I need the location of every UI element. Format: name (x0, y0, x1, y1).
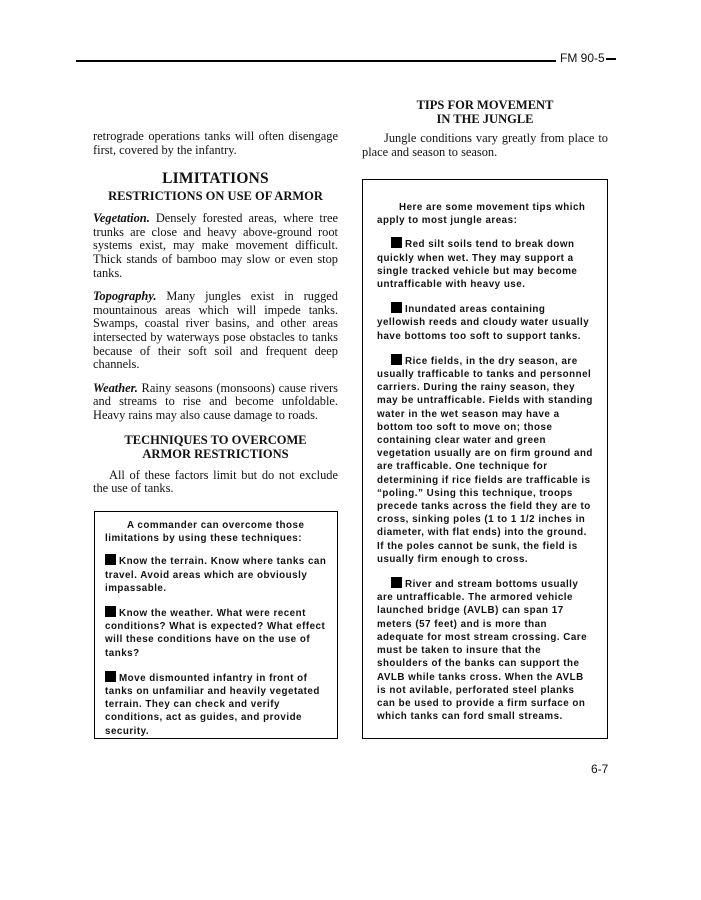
page-number: 6-7 (591, 762, 609, 776)
running-header (560, 51, 616, 65)
bullet-square-icon (391, 577, 402, 588)
bullet-square-icon (391, 237, 402, 248)
technique-item: Know the terrain. Know where tanks can travel. Avoid areas which are obviously impassable. (105, 556, 327, 594)
bullet-square-icon (391, 354, 402, 365)
doc-id: FM 90-5 (560, 51, 605, 65)
tips-heading-line-1: TIPS FOR MOVEMENT (416, 98, 554, 112)
technique-item: Move dismounted infantry in front of tanks on unfamiliar and heavily vegetated terrain. They can check and verify conditions, act as guides, and provide security. (105, 672, 320, 737)
movement-tips-box (362, 179, 608, 739)
techniques-heading (93, 433, 338, 461)
vegetation-lead: Vegetation. (93, 211, 150, 226)
movement-tips-intro: Here are some movement tips which apply to most jungle areas: (377, 202, 586, 227)
techniques-box (94, 511, 338, 739)
movement-tip-item: Rice fields, in the dry season, are usually trafficable to tanks and personnel carriers. During the rainy season, they may be untrafficable. Fields with standing water in the wet season may have a bottom too soft to move on; those containing clear water and green vegetation usually are on firm ground and are trafficable. One technique for determining if rice fields are trafficable is “poling.” Using this technique, troops precede tanks across the field they are to cross, sinking poles (1 to 1 1/2 inches in diameter, with flat ends) into the ground. If the poles cannot be sunk, the field is usually firm enough to cross. (377, 355, 593, 565)
right-column (362, 98, 608, 159)
movement-tip-item: River and stream bottoms usually are untrafficable. The armored vehicle launched bridge (AVLB) can span 17 meters (57 feet) and is more than adequate for most stream crossing. Care must be taken to insure that the shoulders of the banks can support the AVLB while tanks cross. When the AVLB is not avilable, perforated steel planks can be used to provide a firm surface on which tanks can ford small streams. (377, 579, 588, 723)
vegetation-text: Densely forested areas, where tree trunks are close and heavy above-ground root systems exist, may make movement difficult. Thick stands of bamboo may slow or even stop tanks. (93, 211, 338, 280)
header-dash (606, 58, 616, 60)
techniques-paragraph: All of these factors limit but do not exclude the use of tanks. (93, 467, 338, 496)
weather-lead: Weather. (93, 380, 138, 395)
vegetation-paragraph (93, 212, 338, 280)
weather-text: Rainy seasons (monsoons) cause rivers and streams to rise and become unfoldable. Heavy rains may also cause damage to roads. (93, 380, 338, 422)
techniques-box-intro: A commander can overcome those limitations by using these techniques: (105, 520, 305, 545)
techniques-heading-line-2: ARMOR RESTRICTIONS (142, 446, 289, 461)
bullet-square-icon (105, 554, 116, 565)
techniques-heading-line-1: TECHNIQUES TO OVERCOME (124, 432, 307, 447)
bullet-square-icon (391, 302, 402, 313)
header-rule (76, 60, 556, 62)
tips-heading-line-2: IN THE JUNGLE (436, 112, 534, 126)
movement-tip-item: Red silt soils tend to break down quickly when wet. They may support a single tracked vehicle but may become untrafficable with heavy use. (377, 239, 578, 291)
weather-paragraph (93, 382, 338, 423)
movement-tip-item: Inundated areas containing yellowish reeds and cloudy water usually have bottoms too soft to support tanks. (377, 304, 590, 342)
technique-item: Know the weather. What were recent conditions? What is expected? What effect will these conditions have on the use of tanks? (105, 608, 326, 659)
bullet-square-icon (105, 671, 116, 682)
left-column (93, 130, 338, 496)
restrictions-subheading: RESTRICTIONS ON USE OF ARMOR (108, 189, 323, 204)
tips-heading (362, 98, 608, 126)
bullet-square-icon (105, 606, 116, 617)
limitations-heading: LIMITATIONS (162, 170, 269, 188)
topography-text: Many jungles exist in rugged mountainous areas which will impede tanks. Swamps, coastal river basins, and other areas intersected by waterways pose obstacles to tanks because of their soft soil and frequent deep channels. (93, 289, 338, 372)
right-intro-paragraph: Jungle conditions vary greatly from place to place and season to season. (362, 131, 608, 159)
topography-lead: Topography. (93, 289, 157, 304)
topography-paragraph (93, 290, 338, 372)
left-intro-paragraph: retrograde operations tanks will often disengage first, covered by the infantry. (93, 129, 338, 157)
